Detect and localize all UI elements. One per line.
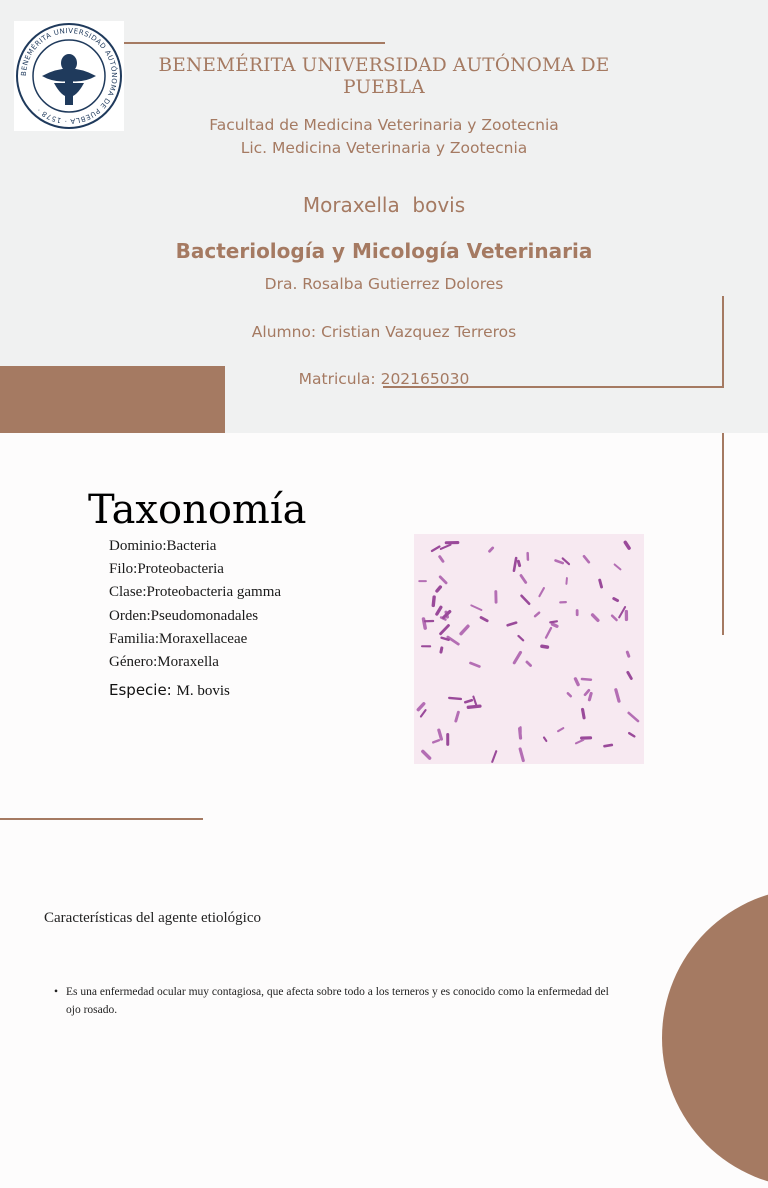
bacterium-mark	[522, 596, 530, 604]
bacterium-mark	[432, 547, 440, 551]
bacterium-mark	[423, 751, 430, 758]
bacterium-mark	[508, 623, 516, 626]
bacterium-mark	[490, 548, 493, 551]
university-name: BENEMÉRITA UNIVERSIDAD AUTÓNOMA DE PUEBLA	[150, 55, 618, 99]
bacterium-mark	[441, 648, 442, 652]
bacterium-mark	[553, 624, 557, 626]
bacterium-mark	[470, 663, 479, 666]
bacterium-mark	[465, 700, 471, 702]
bacterium-mark	[514, 652, 520, 662]
bacterium-mark	[518, 636, 523, 640]
bacterium-mark	[421, 710, 426, 716]
seal-text: BENEMÉRITA UNIVERSIDAD AUTÓNOMA DE PUEBLA · 1578 ·	[20, 27, 119, 125]
bacterium-mark	[550, 621, 557, 622]
bacterium-mark	[441, 625, 449, 633]
university-seal-icon	[14, 21, 124, 131]
bacterium-mark	[481, 617, 487, 620]
degree-name: Lic. Medicina Veterinaria y Zootecnia	[150, 137, 618, 160]
frame-line-vertical	[722, 296, 724, 388]
bacterium-mark	[518, 561, 519, 565]
characteristics-list	[54, 983, 614, 1019]
species-line	[109, 680, 230, 700]
bacterium-mark	[521, 576, 526, 583]
bacterium-mark	[584, 556, 589, 562]
right-side-line	[722, 433, 724, 635]
bacterium-mark	[593, 615, 598, 620]
characteristics-title: Características del agente etiológico	[44, 910, 261, 927]
bacterium-mark	[583, 709, 584, 717]
species-label: Especie:	[109, 681, 177, 699]
bacterium-mark	[527, 662, 531, 665]
bacterium-mark	[575, 679, 578, 685]
bacterium-mark	[558, 728, 563, 731]
bacterium-mark	[456, 712, 459, 721]
characteristic-item: • Es una enfermedad ocular muy contagiosa, que afecta sobre todo a los terneros y es conocido como la enfermedad del ojo rosado.	[54, 983, 614, 1019]
bacterium-mark	[576, 740, 583, 743]
bacterium-mark	[589, 694, 591, 700]
bacterium-mark	[568, 693, 571, 696]
faculty-block	[150, 114, 618, 160]
bacterium-mark	[437, 587, 440, 591]
taxonomy-item: Familia:Moraxellaceae	[109, 628, 281, 651]
bacterium-mark	[629, 733, 634, 736]
bacterium-mark	[418, 704, 423, 710]
bacterium-mark	[615, 564, 621, 569]
taxonomy-item: Género:Moraxella	[109, 651, 281, 674]
bacterium-mark	[539, 588, 543, 596]
bacterium-mark	[449, 698, 461, 699]
bacterium-mark	[439, 730, 442, 739]
bacterium-mark	[461, 626, 468, 633]
decorative-circle	[662, 888, 768, 1188]
bacterium-mark	[514, 558, 516, 571]
bacterium-mark	[433, 740, 439, 742]
taxonomy-item: Dominio:Bacteria	[109, 535, 281, 558]
bacteria-micrograph-image	[414, 534, 644, 764]
bacterium-mark	[440, 557, 443, 562]
bacterium-mark	[492, 751, 496, 762]
taxonomy-item: Clase:Proteobacteria gamma	[109, 581, 281, 604]
bacterium-mark	[520, 749, 523, 761]
bacterium-mark	[614, 599, 618, 601]
bacterium-mark	[471, 605, 481, 610]
bacterium-mark	[625, 542, 629, 548]
species-value: M. bovis	[177, 683, 230, 699]
bacterium-mark	[585, 690, 589, 694]
bacterium-mark	[616, 690, 619, 701]
bacterium-mark	[542, 646, 548, 647]
taxonomy-item: Filo:Proteobacteria	[109, 558, 281, 581]
faculty-name: Facultad de Medicina Veterinaria y Zootecnia	[150, 114, 618, 137]
bacterium-mark	[433, 597, 434, 605]
taxonomy-title: Taxonomía	[88, 484, 306, 536]
bacterium-mark	[437, 607, 441, 614]
student-name: Alumno: Cristian Vazquez Terreros	[150, 322, 618, 342]
bacterium-mark	[612, 616, 616, 620]
mid-divider-line	[0, 818, 203, 820]
bacterium-mark	[544, 738, 546, 741]
bacterium-mark	[566, 578, 567, 584]
subject-title: Bacteriología y Micología Veterinaria	[150, 238, 618, 264]
top-divider-line	[124, 42, 385, 44]
bacterium-mark	[629, 713, 638, 721]
bacterium-mark	[440, 577, 446, 583]
bacterium-mark	[619, 607, 625, 617]
taxonomy-item: Orden:Pseudomonadales	[109, 605, 281, 628]
bacterium-mark	[535, 613, 539, 617]
bacterium-mark	[546, 628, 551, 638]
bacterium-mark	[627, 652, 628, 656]
bacterium-mark	[473, 697, 476, 706]
student-id: Matricula: 202165030	[150, 369, 618, 389]
bacterium-mark	[628, 672, 631, 678]
bacterium-mark	[441, 545, 451, 549]
bacterium-mark	[582, 679, 591, 680]
teacher-name: Dra. Rosalba Gutierrez Dolores	[150, 274, 618, 294]
taxonomy-list	[109, 535, 281, 674]
bacterium-mark	[468, 706, 480, 707]
bacterium-mark	[556, 560, 563, 563]
document-topic: Moraxella bovis	[150, 192, 618, 218]
bacterium-mark	[604, 745, 611, 746]
bacterium-mark	[600, 580, 602, 587]
